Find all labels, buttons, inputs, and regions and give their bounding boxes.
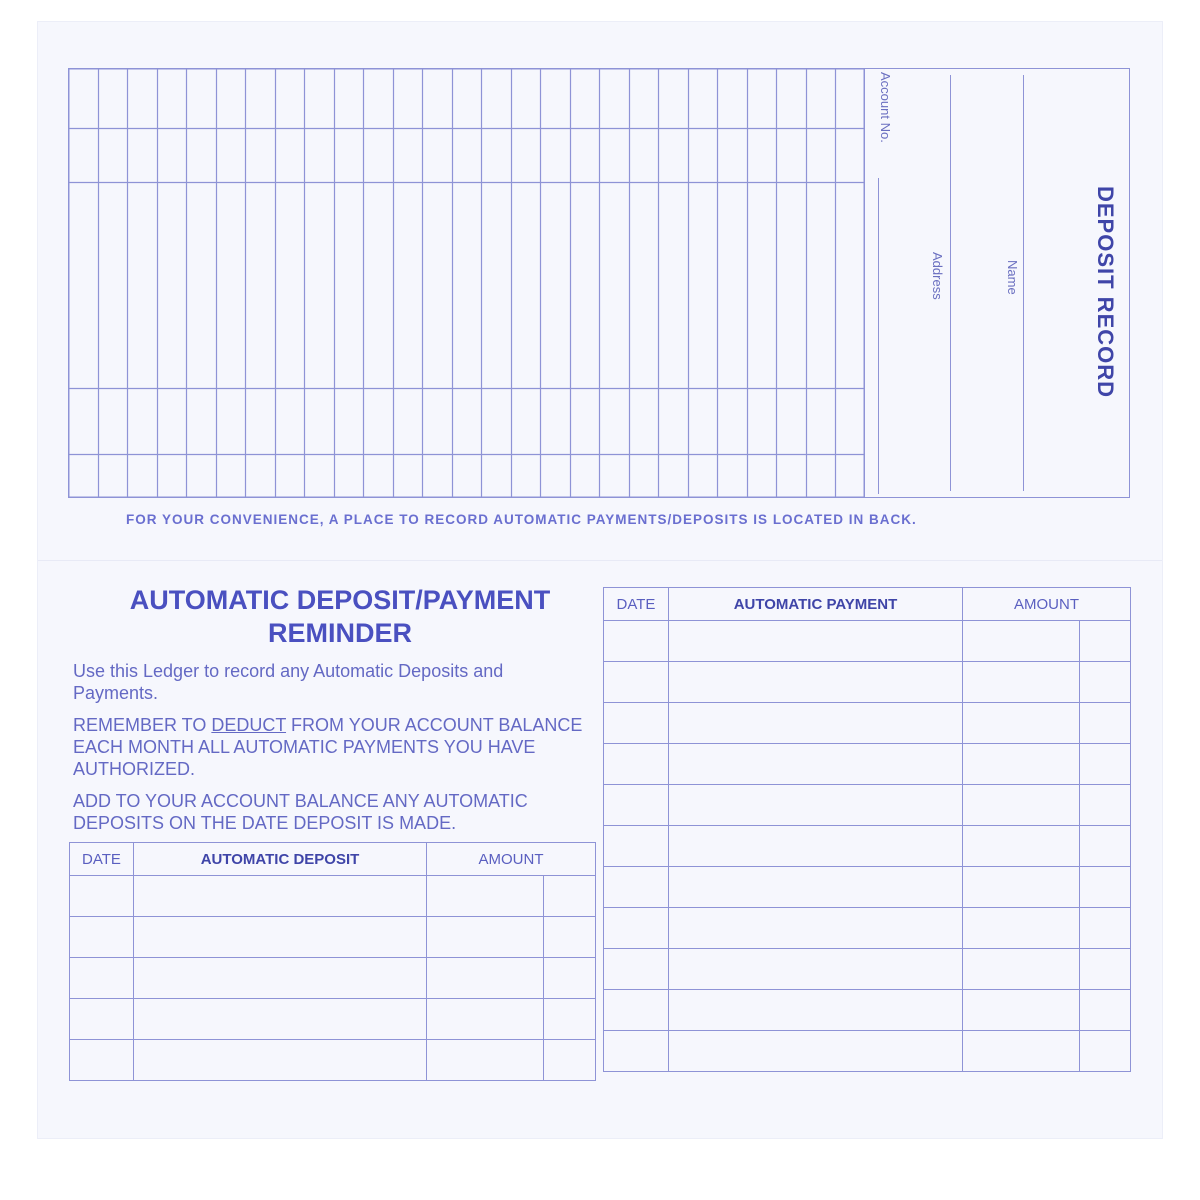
- amount-dollars-cell[interactable]: [963, 949, 1080, 990]
- deposit-record-grid: [68, 68, 865, 498]
- name-label: Name: [1005, 260, 1020, 295]
- automatic-deposit-header: AUTOMATIC DEPOSIT: [134, 843, 427, 876]
- convenience-note: FOR YOUR CONVENIENCE, A PLACE TO RECORD AUTOMATIC PAYMENTS/DEPOSITS IS LOCATED IN BACK.: [126, 512, 917, 527]
- instruction-deduct: REMEMBER TO DEDUCT FROM YOUR ACCOUNT BALANCE EACH MONTH ALL AUTOMATIC PAYMENTS YOU HAVE AUTHORIZED.: [73, 715, 583, 779]
- automatic-payment-header: AUTOMATIC PAYMENT: [669, 588, 963, 621]
- date-cell[interactable]: [604, 785, 669, 826]
- date-cell[interactable]: [604, 744, 669, 785]
- description-cell[interactable]: [669, 785, 963, 826]
- address-divider: [950, 75, 951, 491]
- table-row: [70, 876, 596, 917]
- automatic-deposit-table: [69, 842, 596, 1081]
- amount-header: AMOUNT: [427, 843, 596, 876]
- amount-cents-cell[interactable]: [1080, 908, 1131, 949]
- account-no-line: [878, 178, 879, 494]
- instruction-ledger: Use this Ledger to record any Automatic Deposits and Payments.: [73, 661, 504, 703]
- amount-cents-cell[interactable]: [1080, 662, 1131, 703]
- description-cell[interactable]: [669, 1031, 963, 1072]
- date-cell[interactable]: [604, 908, 669, 949]
- amount-cents-cell[interactable]: [544, 958, 596, 999]
- amount-dollars-cell[interactable]: [427, 876, 544, 917]
- grid-lines: [68, 68, 865, 498]
- date-cell[interactable]: [604, 1031, 669, 1072]
- date-cell[interactable]: [604, 662, 669, 703]
- deposit-record-header-panel: [865, 68, 1130, 498]
- amount-dollars-cell[interactable]: [963, 826, 1080, 867]
- amount-dollars-cell[interactable]: [427, 917, 544, 958]
- description-cell[interactable]: [669, 949, 963, 990]
- amount-dollars-cell[interactable]: [963, 621, 1080, 662]
- amount-cents-cell[interactable]: [1080, 1031, 1131, 1072]
- table-row: [604, 990, 1131, 1031]
- description-cell[interactable]: [669, 662, 963, 703]
- description-cell[interactable]: [669, 990, 963, 1031]
- amount-cents-cell[interactable]: [1080, 785, 1131, 826]
- amount-dollars-cell[interactable]: [427, 958, 544, 999]
- amount-dollars-cell[interactable]: [963, 785, 1080, 826]
- description-cell[interactable]: [669, 621, 963, 662]
- amount-dollars-cell[interactable]: [963, 908, 1080, 949]
- amount-dollars-cell[interactable]: [963, 744, 1080, 785]
- reminder-title: [70, 584, 610, 650]
- address-label: Address: [930, 252, 945, 300]
- deposit-record-title: DEPOSIT RECORD: [1093, 186, 1118, 399]
- description-cell[interactable]: [134, 999, 427, 1040]
- amount-cents-cell[interactable]: [544, 999, 596, 1040]
- instruction-add: ADD TO YOUR ACCOUNT BALANCE ANY AUTOMATIC DEPOSITS ON THE DATE DEPOSIT IS MADE.: [73, 791, 528, 833]
- table-row: [70, 958, 596, 999]
- amount-cents-cell[interactable]: [1080, 867, 1131, 908]
- reminder-title-line2: REMINDER: [267, 618, 412, 648]
- table-row: [604, 662, 1131, 703]
- date-cell[interactable]: [604, 703, 669, 744]
- date-cell[interactable]: [70, 1040, 134, 1081]
- description-cell[interactable]: [669, 908, 963, 949]
- table-row: [604, 1031, 1131, 1072]
- description-cell[interactable]: [669, 826, 963, 867]
- table-row: [604, 744, 1131, 785]
- amount-cents-cell[interactable]: [544, 917, 596, 958]
- table-row: [604, 949, 1131, 990]
- amount-cents-cell[interactable]: [1080, 949, 1131, 990]
- date-cell[interactable]: [70, 917, 134, 958]
- table-row: [604, 826, 1131, 867]
- table-row: [604, 785, 1131, 826]
- table-row: [604, 703, 1131, 744]
- name-divider: [1023, 75, 1024, 491]
- amount-cents-cell[interactable]: [1080, 826, 1131, 867]
- table-row: [604, 908, 1131, 949]
- amount-dollars-cell[interactable]: [963, 990, 1080, 1031]
- amount-dollars-cell[interactable]: [963, 1031, 1080, 1072]
- amount-cents-cell[interactable]: [544, 876, 596, 917]
- description-cell[interactable]: [669, 703, 963, 744]
- grid-border: [69, 69, 865, 498]
- date-header: DATE: [604, 588, 669, 621]
- amount-cents-cell[interactable]: [1080, 621, 1131, 662]
- date-header: DATE: [70, 843, 134, 876]
- date-cell[interactable]: [604, 621, 669, 662]
- amount-cents-cell[interactable]: [1080, 744, 1131, 785]
- date-cell[interactable]: [70, 999, 134, 1040]
- deduct-underlined: DEDUCT: [211, 715, 287, 735]
- table-row: [70, 917, 596, 958]
- table-row: [70, 1040, 596, 1081]
- account-no-label: Account No.: [878, 72, 893, 143]
- description-cell[interactable]: [134, 917, 427, 958]
- amount-dollars-cell[interactable]: [963, 867, 1080, 908]
- table-header-row: [70, 843, 596, 876]
- amount-dollars-cell[interactable]: [963, 662, 1080, 703]
- amount-cents-cell[interactable]: [1080, 990, 1131, 1031]
- amount-header: AMOUNT: [963, 588, 1131, 621]
- date-cell[interactable]: [604, 826, 669, 867]
- table-row: [604, 867, 1131, 908]
- description-cell[interactable]: [669, 867, 963, 908]
- date-cell[interactable]: [604, 867, 669, 908]
- description-cell[interactable]: [134, 1040, 427, 1081]
- page-fold: [38, 560, 1162, 561]
- date-cell[interactable]: [604, 990, 669, 1031]
- automatic-payment-table: [603, 587, 1131, 1072]
- date-cell[interactable]: [70, 876, 134, 917]
- amount-dollars-cell[interactable]: [427, 1040, 544, 1081]
- table-row: [70, 999, 596, 1040]
- amount-dollars-cell[interactable]: [963, 703, 1080, 744]
- table-row: [604, 621, 1131, 662]
- description-cell[interactable]: [669, 744, 963, 785]
- date-cell[interactable]: [70, 958, 134, 999]
- amount-cents-cell[interactable]: [544, 1040, 596, 1081]
- amount-dollars-cell[interactable]: [427, 999, 544, 1040]
- description-cell[interactable]: [134, 958, 427, 999]
- date-cell[interactable]: [604, 949, 669, 990]
- table-header-row: [604, 588, 1131, 621]
- reminder-title-line1: AUTOMATIC DEPOSIT/PAYMENT: [129, 585, 551, 615]
- amount-cents-cell[interactable]: [1080, 703, 1131, 744]
- description-cell[interactable]: [134, 876, 427, 917]
